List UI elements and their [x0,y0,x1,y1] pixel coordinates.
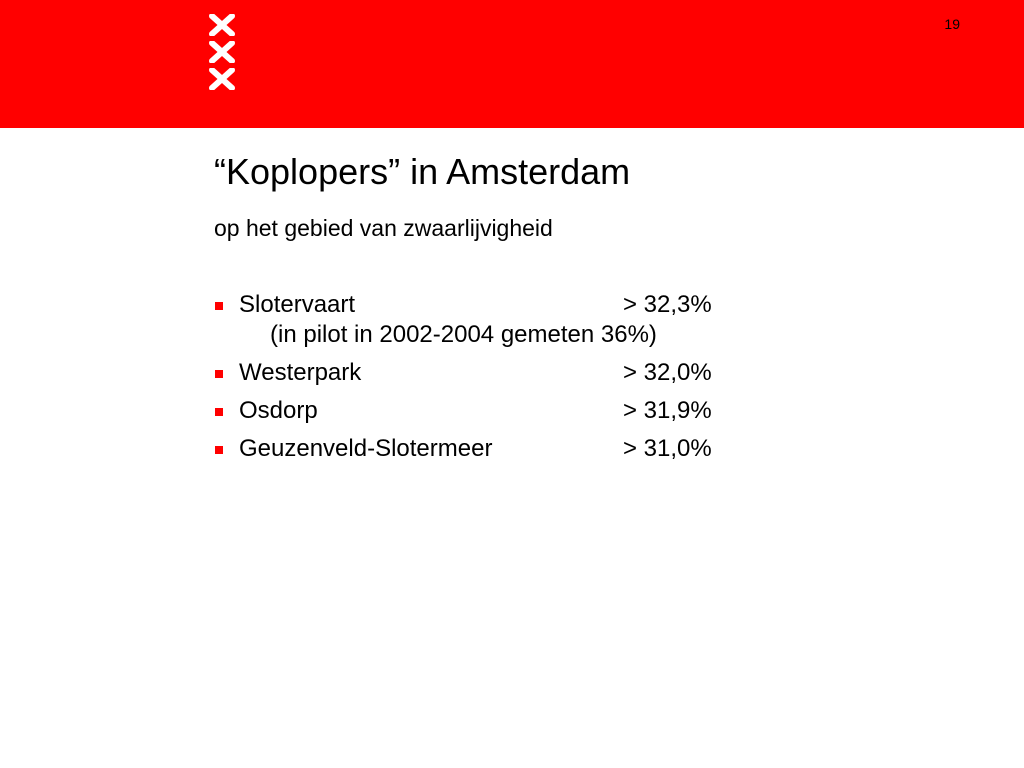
bullet-item-westerpark [214,358,774,388]
bullet-marker [215,370,223,378]
bullet-marker [215,302,223,310]
cross-icon [209,68,235,90]
bullet-list [214,290,774,464]
bullet-marker [215,408,223,416]
bullet-label: Slotervaart [239,291,356,318]
slide-title: “Koplopers” in Amsterdam [214,151,631,192]
bullet-label: Westerpark [239,359,362,386]
bullet-item-slotervaart [214,290,774,320]
bullet-value: > 31,0% [623,435,712,462]
cross-icon [209,14,235,36]
slide-subtitle: op het gebied van zwaarlijvigheid [214,215,553,241]
bullet-label: Osdorp [239,397,318,424]
bullet-value: > 32,0% [623,359,712,386]
bullet-note: (in pilot in 2002-2004 gemeten 36%) [270,321,657,348]
bullet-item-geuzenveld-slotermeer [214,434,774,464]
bullet-value: > 32,3% [623,291,712,318]
bullet-item-osdorp [214,396,774,426]
slide-number: 19 [944,16,960,32]
bullet-value: > 31,9% [623,397,712,424]
header-band [0,0,1024,128]
bullet-marker [215,446,223,454]
cross-icon [209,41,235,63]
amsterdam-crosses-logo [209,14,237,90]
bullet-label: Geuzenveld-Slotermeer [239,435,493,462]
